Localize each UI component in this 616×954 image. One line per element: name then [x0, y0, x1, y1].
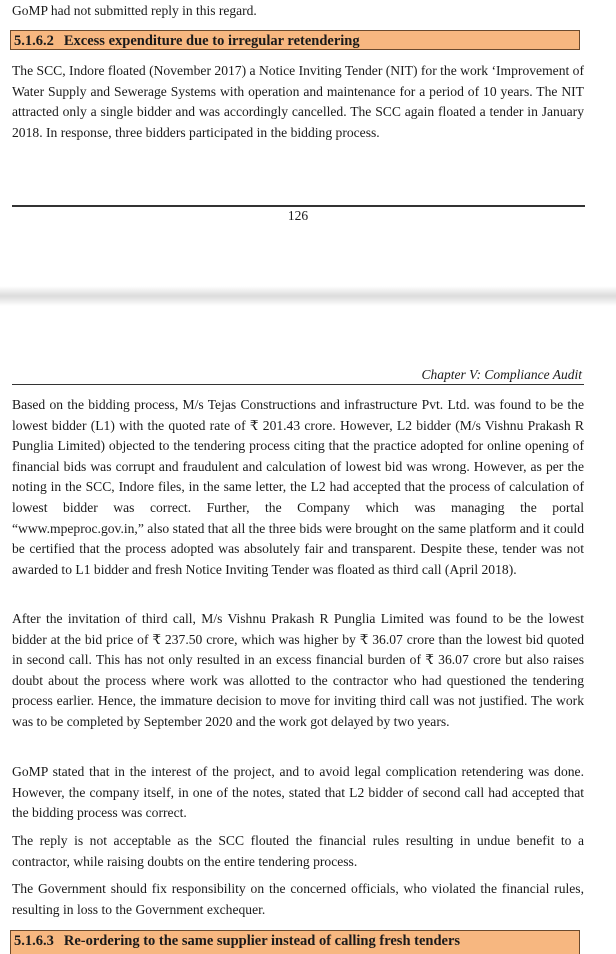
body-paragraph-3: GoMP stated that in the interest of the project, and to avoid legal complication retendering was done. However, the company itself, in one of the notes, stated that L2 bidder of second call had accepted that the bidding process was correct. [12, 764, 584, 821]
next-section-title: Re-ordering to the same supplier instead of calling fresh tenders [63, 933, 461, 949]
previous-section-last-line: GoMP had not submitted reply in this regard. [12, 3, 257, 18]
header-divider [12, 384, 584, 385]
body-paragraph-5: The Government should fix responsibility on the concerned officials, who violated the financial rules, resulting in loss to the Government exchequer. [12, 881, 584, 917]
running-header: Chapter V: Compliance Audit [421, 367, 582, 382]
body-paragraph-1: Based on the bidding process, M/s Tejas Constructions and infrastructure Pvt. Ltd. was found to be the lowest bidder (L1) with the quoted rate of ₹ 201.43 crore. However, L2 bidder (M/s Vishnu Prakash R Punglia Limited) objected to the tendering process citing that the practice adopted for online opening of financial bids was corrupt and fraudulent and calculation of lowest bid was wrong. However, as per the noting in the SCC, Indore files, in the same letter, the L2 had accepted that the process of calculation of lowest bidder was correct. Further, the Company which was managing the portal “www.mpeproc.gov.in,” also stated that all the three bids were brought on the same platform and it could be certified that the process adopted was absolutely fair and transparent. Despite these, tender was not awarded to L1 bidder and fresh Notice Inviting Tender was floated as third call (April 2018). [12, 397, 584, 577]
body-paragraph: The SCC, Indore floated (November 2017) a Notice Inviting Tender (NIT) for the work ‘Improvement of Water Supply and Sewerage Systems with operation and maintenance for a period of 10 years. The NIT attracted only a single bidder and was accordingly cancelled. The SCC again floated a tender in January 2018. In response, three bidders participated in the bidding process. [12, 63, 584, 140]
next-section-number: 5.1.6.3 [14, 933, 54, 949]
section-heading [10, 30, 580, 50]
page-separator [0, 286, 616, 306]
body-paragraph-4: The reply is not acceptable as the SCC flouted the financial rules resulting in undue benefit to a contractor, while raising doubts on the entire tendering process. [12, 833, 584, 869]
section-title: Excess expenditure due to irregular retendering [63, 33, 360, 49]
page-127 [0, 306, 616, 948]
section-number: 5.1.6.2 [14, 33, 54, 49]
body-paragraph-2: After the invitation of third call, M/s Vishnu Prakash R Punglia Limited was found to be the lowest bidder at the bid price of ₹ 237.50 crore, which was higher by ₹ 36.07 crore than the lowest bid quoted in second call. This has not only resulted in an excess financial burden of ₹ 36.07 crore but also raises doubt about the process where work was allotted to the contractor who had questioned the tendering process earlier. Hence, the immature decision to move for inviting third call was not justified. The work was to be completed by September 2020 and the work got delayed by two years. [12, 611, 584, 729]
page-number: 126 [287, 208, 309, 223]
next-section-heading [10, 930, 580, 954]
page-126 [0, 0, 616, 286]
